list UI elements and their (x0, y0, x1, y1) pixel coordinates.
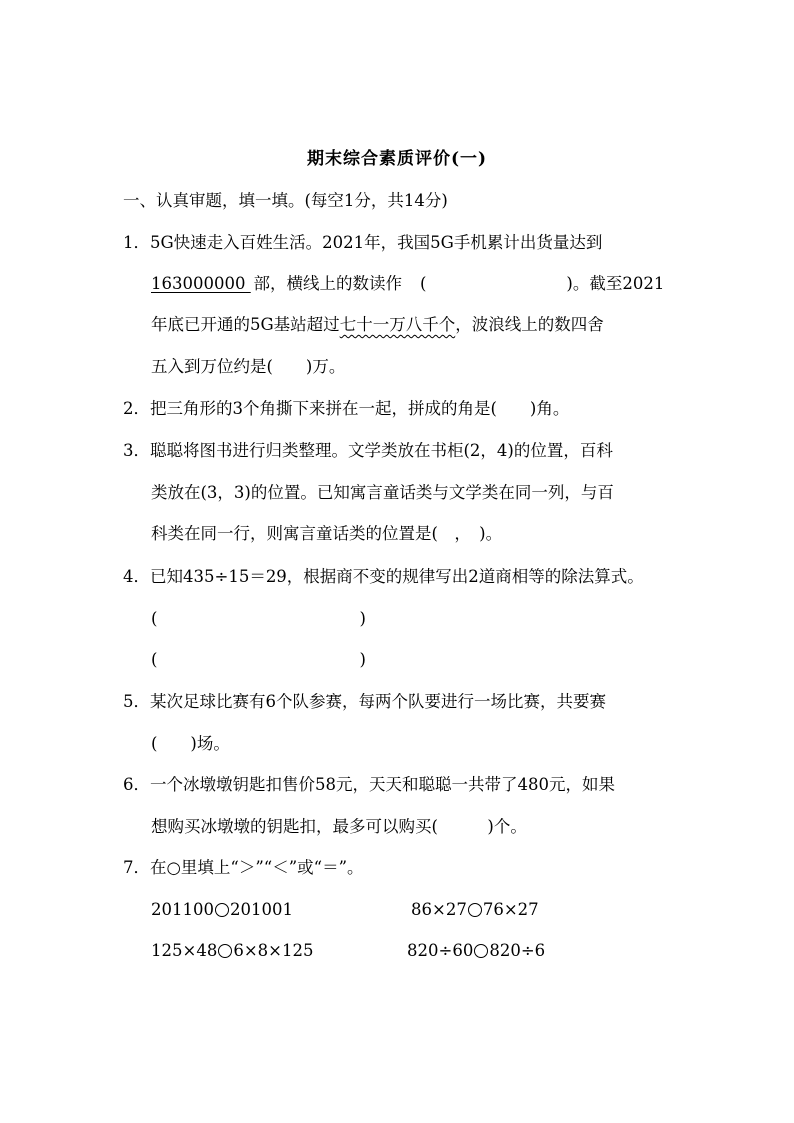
q4-text-line1: 已知435÷15＝29，根据商不变的规律写出2道商相等的除法算式。 (150, 567, 644, 586)
q3-text-line1: 聪聪将图书进行归类整理。文学类放在书柜(2，4)的位置，百科 (150, 441, 613, 460)
q4-line1 (123, 566, 644, 588)
q6-number: 6． (123, 775, 150, 794)
q3-number: 3． (123, 441, 150, 460)
q1-line2 (151, 273, 664, 295)
circle-blank-icon (215, 903, 229, 917)
q2-number: 2． (123, 399, 150, 418)
q2-line (123, 398, 569, 420)
q4-blank2-open: ( (151, 650, 158, 669)
q1-underlined-number: 163000000 (151, 274, 246, 293)
q7-item-3 (151, 940, 313, 962)
q6-text-line1: 一个冰墩墩钥匙扣售价58元，天天和聪聪一共带了480元，如果 (150, 775, 615, 794)
q5-line2: ( )场。 (151, 734, 230, 753)
q7-item1-left: 201100 (151, 900, 214, 919)
q4-blank-1 (151, 608, 366, 630)
circle-blank-icon (474, 944, 488, 958)
q5-number: 5． (123, 692, 150, 711)
q6-line2: 想购买冰墩墩的钥匙扣，最多可以购买( )个。 (151, 817, 527, 836)
q7-item-2 (411, 899, 539, 921)
q7-item2-left: 86×27 (411, 900, 467, 919)
circle-blank-icon (218, 944, 232, 958)
q1-blank-close: )。截至2021 (566, 274, 665, 293)
q4-blank1-close: ) (359, 609, 366, 628)
q6-line1 (123, 774, 615, 796)
q7-number: 7． (123, 858, 150, 877)
q4-blank1-open: ( (151, 609, 158, 628)
q5-line1 (123, 691, 606, 713)
q1-number: 1． (123, 233, 150, 252)
q7-item3-left: 125×48 (151, 941, 218, 960)
q1-text-line3a: 年底已开通的5G基站超过 (151, 315, 340, 334)
q3-line2: 类放在(3，3)的位置。已知寓言童话类与文学类在同一列，与百 (151, 483, 614, 502)
q2-text: 把三角形的3个角撕下来拼在一起，拼成的角是( )角。 (150, 399, 570, 418)
q5-text-line1: 某次足球比赛有6个队参赛，每两个队要进行一场比赛，共要赛 (150, 692, 606, 711)
q4-number: 4． (123, 567, 150, 586)
q1-text-line3b: ，波浪线上的数四舍 (455, 315, 604, 334)
q4-blank-2 (151, 649, 366, 671)
q7-item3-right: 6×8×125 (233, 941, 314, 960)
q4-blank2-close: ) (359, 650, 366, 669)
q1-blank-open: ( (419, 274, 427, 293)
q3-line3: 科类在同一行，则寓言童话类的位置是( ， )。 (151, 524, 503, 543)
q7-item4-right: 820÷6 (489, 941, 546, 960)
q7-text-line1: 在○里填上“＞”“＜”或“＝”。 (150, 858, 364, 877)
q7-item1-right: 201001 (230, 900, 293, 919)
q7-item2-right: 76×27 (482, 900, 539, 919)
q1-text-line2: 部，横线上的数读作 (253, 274, 402, 293)
q1-text-line1: 5G快速走入百姓生活。2021年，我国5G手机累计出货量达到 (150, 233, 603, 252)
circle-blank-icon (468, 903, 482, 917)
q7-item-1 (151, 899, 293, 921)
q1-line1 (123, 232, 602, 254)
q1-line3 (151, 314, 604, 336)
q7-line1 (123, 857, 364, 879)
page-title: 期末综合素质评价(一) (306, 149, 488, 169)
q1-line4: 五入到万位约是( )万。 (151, 357, 346, 376)
q7-item4-left: 820÷60 (407, 941, 474, 960)
q7-item-4 (407, 940, 545, 962)
q1-wavy-number: 七十一万八千个 (339, 315, 456, 334)
q3-line1 (123, 440, 613, 462)
section-heading: 一、认真审题，填一填。(每空1分，共14分) (123, 191, 448, 210)
